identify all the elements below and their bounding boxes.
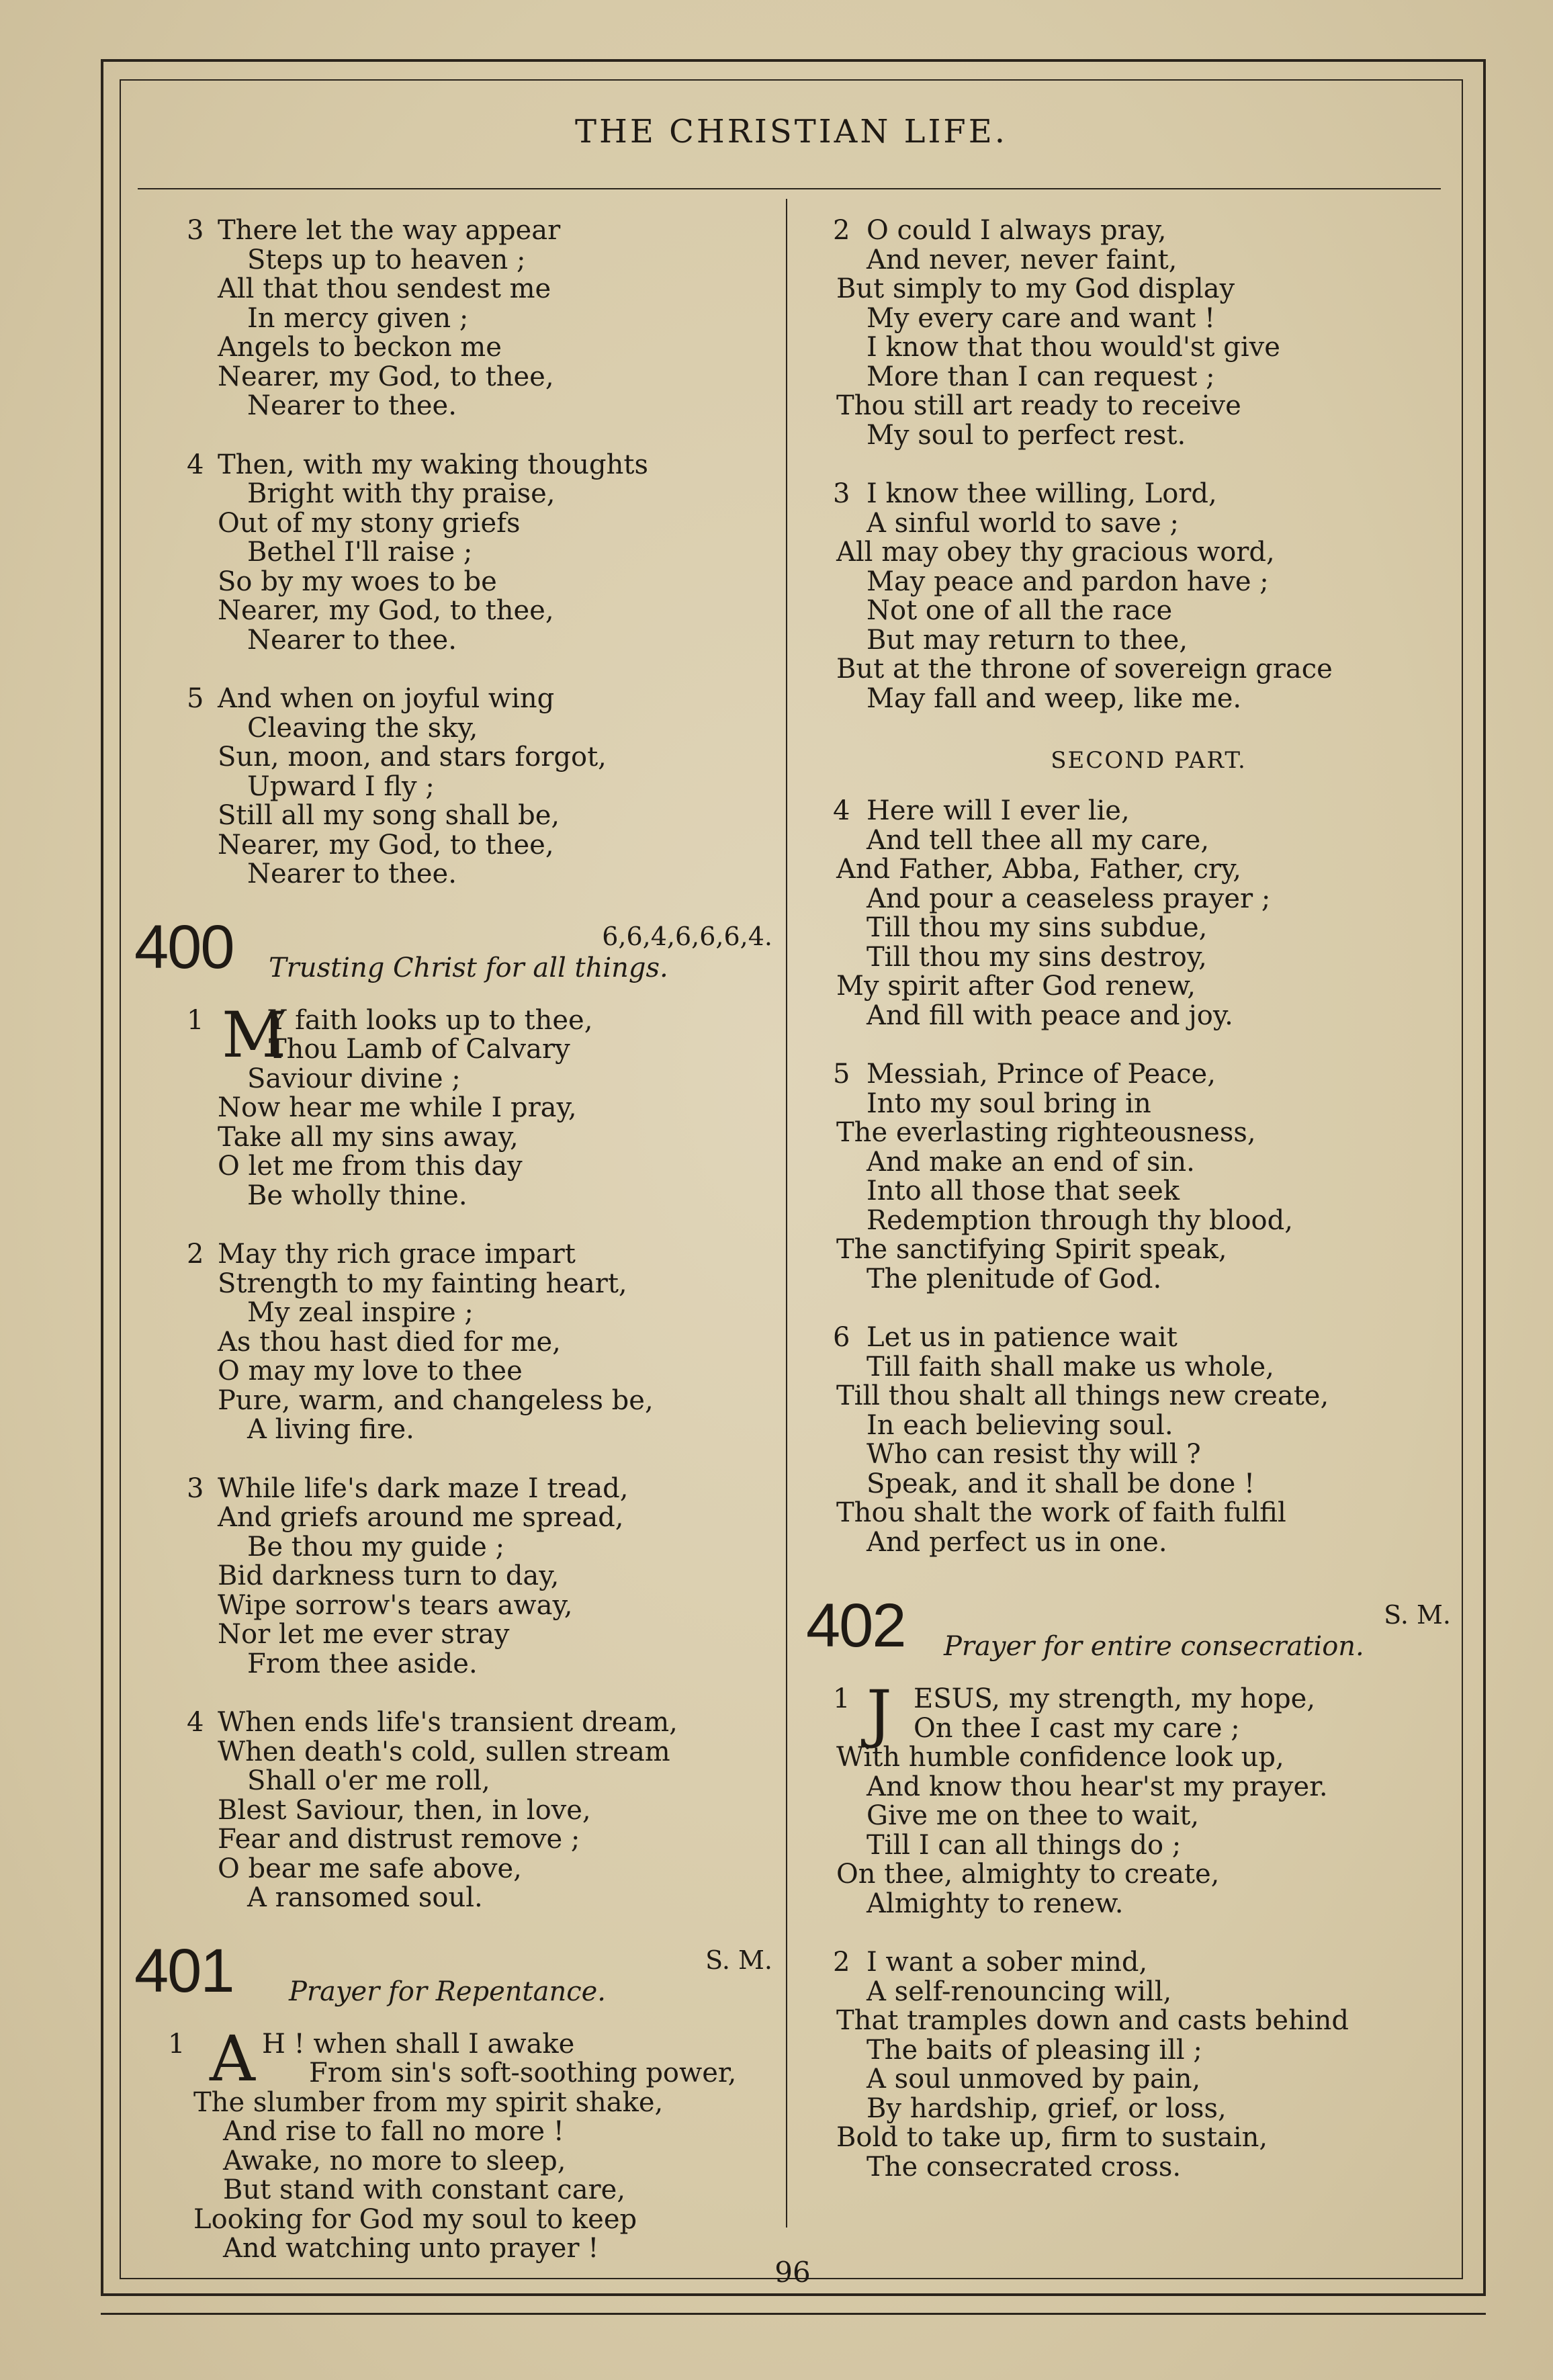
verse-line: Still all my song shall be, <box>218 800 560 831</box>
right-column <box>806 216 1451 2211</box>
verse-line: And know thou hear'st my prayer. <box>867 1771 1328 1802</box>
verse <box>806 480 1451 713</box>
verse-number: 2 <box>833 215 850 246</box>
verse-number: 3 <box>187 215 204 246</box>
verse-line: Nearer, my God, to thee, <box>218 829 554 861</box>
verse-line: Till thou my sins destroy, <box>867 941 1207 973</box>
verse-line: Bold to take up, firm to sustain, <box>836 2122 1268 2153</box>
verse-line: Till thou my sins subdue, <box>867 912 1208 943</box>
verse-line: Till thou shalt all things new create, <box>836 1380 1329 1411</box>
verse-line: And tell thee all my care, <box>867 824 1210 856</box>
hymn-heading <box>134 912 772 993</box>
verse-line: From thee aside. <box>247 1648 478 1679</box>
section-title: SECOND PART. <box>1051 747 1247 774</box>
drop-cap: A <box>210 2022 255 2096</box>
bottom-rule <box>101 2313 1486 2315</box>
verse-line: But simply to my God display <box>836 273 1235 304</box>
verse-line: And make an end of sin. <box>867 1146 1195 1178</box>
verse-number: 4 <box>187 449 204 480</box>
hymn-meter: S. M. <box>1384 1600 1451 1630</box>
verse-line: Out of my stony griefs <box>218 507 521 539</box>
verse-line: My soul to perfect rest. <box>867 419 1186 451</box>
verse-line: And fill with peace and joy. <box>867 1000 1233 1031</box>
hymn-heading <box>806 1591 1451 1671</box>
verse-line: Nearer to thee. <box>247 858 457 889</box>
verse <box>806 1323 1451 1557</box>
left-column <box>134 216 772 2293</box>
verse-line: The everlasting righteousness, <box>836 1117 1256 1148</box>
verse-line: Looking for God my soul to keep <box>193 2203 637 2235</box>
verse-line: My every care and want ! <box>867 302 1216 334</box>
verse-line: And perfect us in one. <box>867 1526 1167 1558</box>
verse-line: On thee, almighty to create, <box>836 1859 1220 1890</box>
verse <box>134 1240 772 1445</box>
verse-line: Fear and distrust remove ; <box>218 1824 580 1855</box>
verse-line: 4 Here will I ever lie, <box>833 795 1130 826</box>
verse-line: Almighty to renew. <box>867 1888 1124 1919</box>
verse-line: Bid darkness turn to day, <box>218 1560 560 1591</box>
verse-number: 5 <box>187 683 204 714</box>
verse-line: Till faith shall make us whole, <box>867 1351 1274 1382</box>
verse-line: On thee I cast my care ; <box>914 1712 1240 1744</box>
verse <box>806 216 1451 450</box>
verse-line: A sinful world to save ; <box>867 507 1180 539</box>
verse-number: 3 <box>187 1472 204 1504</box>
verse-line: By hardship, grief, or loss, <box>867 2092 1227 2124</box>
verse-line: 1 M Y faith looks up to thee, <box>187 998 593 1072</box>
verse <box>134 216 772 421</box>
running-header: THE CHRISTIAN LIFE. <box>574 113 1008 150</box>
drop-cap: J <box>867 1677 892 1751</box>
verse-number: 3 <box>833 478 850 509</box>
verse-number: 1 <box>187 1004 204 1036</box>
hymn-meter: 6,6,4,6,6,6,4. <box>602 921 772 951</box>
verse-line: Not one of all the race <box>867 595 1173 626</box>
verse-line: In each believing soul. <box>867 1409 1173 1441</box>
verse-line: 6 Let us in patience wait <box>833 1322 1178 1353</box>
hymn-number: 402 <box>806 1591 905 1660</box>
verse-line: 1 A H ! when shall I awake <box>168 2022 575 2096</box>
verse-line: Speak, and it shall be done ! <box>867 1468 1255 1499</box>
verse-number: 5 <box>833 1059 850 1090</box>
verse-line: A ransomed soul. <box>247 1882 483 1913</box>
verse-line: And watching unto prayer ! <box>223 2233 599 2264</box>
verse <box>806 1677 1451 1919</box>
verse <box>806 1060 1451 1294</box>
verse-number: 1 <box>168 2028 185 2060</box>
hymn-title: Prayer for entire consecration. <box>944 1631 1364 1662</box>
verse-line: Give me on thee to wait, <box>867 1800 1200 1831</box>
verse-line: Strength to my fainting heart, <box>218 1268 627 1299</box>
verse-line: Blest Saviour, then, in love, <box>218 1794 591 1826</box>
verse-line: 3 There let the way appear <box>187 215 561 246</box>
verse-line: Redemption through thy blood, <box>867 1204 1293 1236</box>
verse-line: Wipe sorrow's tears away, <box>218 1589 573 1621</box>
verse-line: More than I can request ; <box>867 361 1215 392</box>
verse <box>134 1474 772 1679</box>
verse-line: Thou still art ready to receive <box>836 390 1241 421</box>
verse-line: The baits of pleasing ill ; <box>867 2034 1202 2066</box>
header-rule <box>138 188 1441 189</box>
verse-line: 5 And when on joyful wing <box>187 683 555 714</box>
verse-line: May peace and pardon have ; <box>867 566 1269 597</box>
verse-number: 4 <box>187 1707 204 1738</box>
verse-line: And rise to fall no more ! <box>223 2116 564 2147</box>
verse-line: So by my woes to be <box>218 566 497 597</box>
verse-line: And pour a ceaseless prayer ; <box>867 883 1271 914</box>
verse-line: Thou shalt the work of faith fulfil <box>836 1497 1286 1528</box>
page-number: 96 <box>774 2256 811 2289</box>
verse-line: The plenitude of God. <box>867 1263 1162 1294</box>
verse-line: 3 While life's dark maze I tread, <box>187 1472 629 1504</box>
hymn-number: 400 <box>134 912 234 981</box>
verse-line: My spirit after God renew, <box>836 971 1196 1002</box>
verse-line: But stand with constant care, <box>223 2174 626 2205</box>
verse-line: 2 I want a sober mind, <box>833 1947 1148 1978</box>
verse-line: And Father, Abba, Father, cry, <box>836 854 1241 885</box>
verse <box>806 1948 1451 2182</box>
drop-cap: M <box>222 998 287 1072</box>
verse-line: O let me from this day <box>218 1151 523 1182</box>
verse-line: A self-renouncing will, <box>867 1976 1172 2007</box>
verse-line: From sin's soft-soothing power, <box>309 2058 737 2088</box>
hymn-title: Prayer for Repentance. <box>289 1976 607 2007</box>
verse-line: All that thou sendest me <box>218 273 551 304</box>
hymn-heading <box>134 1936 772 2017</box>
verse-line: Nearer to thee. <box>247 390 457 421</box>
verse <box>134 685 772 889</box>
verse-line: 2 May thy rich grace impart <box>187 1239 576 1270</box>
verse <box>134 451 772 656</box>
verse-line: Cleaving the sky, <box>247 712 478 744</box>
verse-line: Upward I fly ; <box>247 770 435 802</box>
verse-line: And never, never faint, <box>867 244 1178 275</box>
verse-line: Now hear me while I pray, <box>218 1092 577 1123</box>
verse-line: Angels to beckon me <box>218 332 502 363</box>
verse-line: O bear me safe above, <box>218 1853 522 1884</box>
verse-line: A living fire. <box>247 1414 414 1445</box>
verse-line: 1 J ESUS, my strength, my hope, <box>833 1677 1316 1751</box>
hymn-number: 401 <box>134 1936 234 2005</box>
hymn-meter: S. M. <box>705 1945 772 1975</box>
verse-line: A soul unmoved by pain, <box>867 2064 1201 2095</box>
verse-line: Bright with thy praise, <box>247 478 556 509</box>
verse-line: Take all my sins away, <box>218 1121 519 1153</box>
column-divider <box>786 199 787 2228</box>
verse-line: Be wholly thine. <box>247 1180 468 1211</box>
verse-line: The sanctifying Spirit speak, <box>836 1234 1227 1265</box>
verse <box>134 998 772 1211</box>
hymn-title: Trusting Christ for all things. <box>269 952 668 983</box>
verse-line: Nor let me ever stray <box>218 1619 510 1650</box>
verse-line: Steps up to heaven ; <box>247 244 526 275</box>
verse-line: 4 When ends life's transient dream, <box>187 1707 678 1738</box>
verse-line: My zeal inspire ; <box>247 1297 474 1328</box>
verse-line: Till I can all things do ; <box>867 1829 1182 1861</box>
verse-line: Bethel I'll raise ; <box>247 537 473 568</box>
verse-line: The consecrated cross. <box>867 2151 1182 2183</box>
verse-line: The slumber from my spirit shake, <box>193 2086 664 2118</box>
verse-line: Nearer, my God, to thee, <box>218 361 554 392</box>
verse-line: Saviour divine ; <box>247 1063 461 1094</box>
verse-line: Sun, moon, and stars forgot, <box>218 742 607 773</box>
verse-number: 1 <box>833 1683 850 1714</box>
verse-line: But at the throne of sovereign grace <box>836 654 1333 685</box>
verse <box>134 2022 772 2264</box>
verse-number: 6 <box>833 1322 850 1353</box>
verse-number: 2 <box>187 1239 204 1270</box>
verse-line: When death's cold, sullen stream <box>218 1736 670 1767</box>
verse-line: 3 I know thee willing, Lord, <box>833 478 1217 509</box>
verse-line: Shall o'er me roll, <box>247 1765 490 1796</box>
verse-number: 4 <box>833 795 850 826</box>
verse-line: 4 Then, with my waking thoughts <box>187 449 648 480</box>
verse-line: May fall and weep, like me. <box>867 682 1242 714</box>
verse-line: O may my love to thee <box>218 1356 523 1386</box>
verse-line: Thou Lamb of Calvary <box>269 1034 570 1065</box>
verse-line: Awake, no more to sleep, <box>223 2145 566 2176</box>
verse-line: Nearer to thee. <box>247 624 457 656</box>
verse-line: Pure, warm, and changeless be, <box>218 1384 654 1416</box>
verse <box>134 1708 772 1913</box>
verse-line: With humble confidence look up, <box>836 1742 1284 1773</box>
verse-line: 5 Messiah, Prince of Peace, <box>833 1059 1216 1090</box>
verse-line: 2 O could I always pray, <box>833 215 1167 246</box>
verse-line: In mercy given ; <box>247 302 469 334</box>
verse-line: As thou hast died for me, <box>218 1326 561 1358</box>
verse-number: 2 <box>833 1947 850 1978</box>
verse-line: Nearer, my God, to thee, <box>218 595 554 626</box>
verse <box>806 797 1451 1030</box>
verse-line: I know that thou would'st give <box>867 332 1280 363</box>
verse-line: Be thou my guide ; <box>247 1531 505 1562</box>
verse-line: Who can resist thy will ? <box>867 1439 1201 1470</box>
verse-line: But may return to thee, <box>867 624 1188 656</box>
verse-line: All may obey thy gracious word, <box>836 537 1275 568</box>
verse-line: And griefs around me spread, <box>218 1502 624 1533</box>
verse-line: Into all those that seek <box>867 1176 1180 1206</box>
verse-line: Into my soul bring in <box>867 1088 1151 1119</box>
verse-line: That tramples down and casts behind <box>836 2005 1349 2036</box>
